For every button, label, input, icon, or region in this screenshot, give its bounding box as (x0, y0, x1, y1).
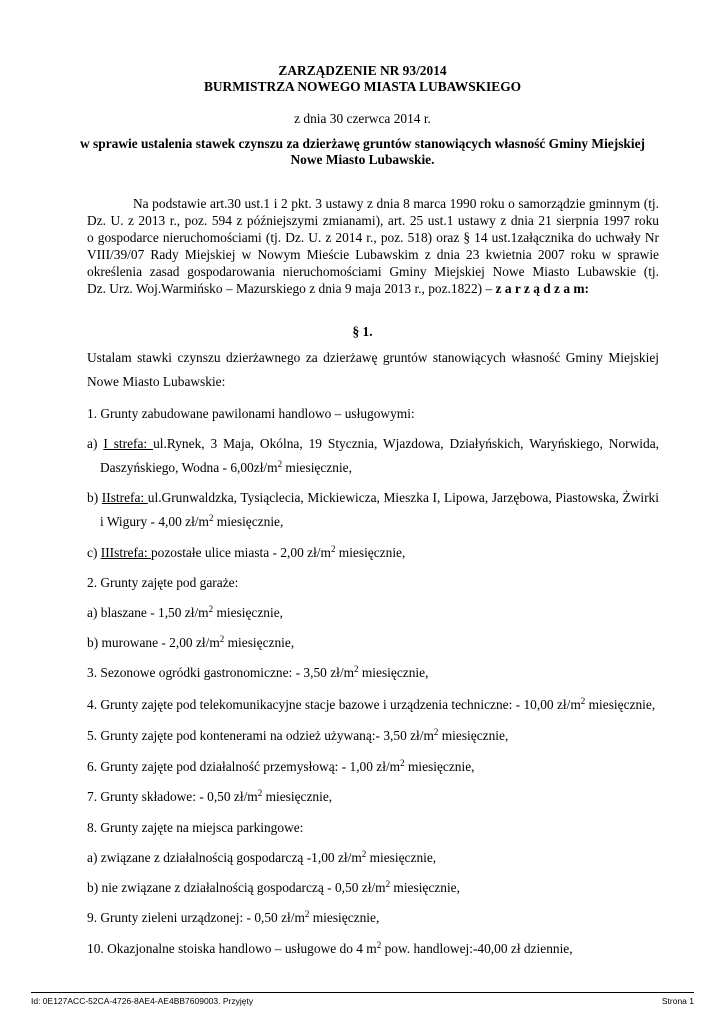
monthly-text: miesięcznie, (224, 635, 295, 650)
item-prefix: b) (87, 490, 102, 505)
item-1a-line-2 (87, 460, 659, 476)
monthly-text: miesięcznie, (262, 789, 333, 804)
preamble-text: Dz. Urz. Woj.Warmińsko – Mazurskiego z dnia 9 maja 2013 r., poz.1822) – (87, 281, 496, 297)
item-prefix: c) (87, 545, 101, 560)
zone-label: IIstrefa: (101, 490, 148, 505)
monthly-text: miesięcznie, (358, 665, 429, 680)
superscript: 2 (361, 849, 367, 859)
item-6 (87, 759, 475, 775)
superscript: 2 (208, 604, 214, 614)
item-3 (87, 665, 428, 681)
preamble-decree-word: z a r z ą d z a m: (495, 281, 589, 297)
monthly-text: miesięcznie, (309, 910, 380, 925)
zone-rate: Daszyńskiego, Wodna - 6,00zł/m (100, 460, 278, 475)
monthly-text: miesięcznie, (404, 759, 475, 774)
superscript: 2 (580, 696, 586, 706)
superscript: 2 (219, 634, 225, 644)
item-1c (87, 545, 405, 561)
rate-text: 10. Okazjonalne stoiska handlowo – usługowe do 4 m (87, 941, 377, 956)
zone-label: IIIstrefa: (100, 545, 151, 560)
item-1a-line-1 (87, 436, 659, 452)
item-9 (87, 910, 379, 926)
rate-text: 4. Grunty zajęte pod telekomunikacyjne stacje bazowe i urządzenia techniczne: - 10,00 zł/m (87, 697, 581, 712)
rate-text: 5. Grunty zajęte pod kontenerami na odzież używaną:- 3,50 zł/m (87, 728, 434, 743)
zone-streets: ul.Grunwaldzka, Tysiąclecia, Mickiewicza, Mieszka I, Lipowa, Jarzębowa, Piastowska, Żwirki (147, 490, 659, 505)
preamble-line: Na podstawie art.30 ust.1 i 2 pkt. 3 ustawy z dnia 8 marca 1990 roku o samorządzie gminnym (tj. (133, 196, 659, 211)
item-10 (87, 941, 573, 957)
superscript: 2 (433, 727, 439, 737)
monthly-text: miesięcznie, (366, 850, 437, 865)
rate-text: a) blaszane - 1,50 zł/m (87, 605, 209, 620)
subject-line-2: Nowe Miasto Lubawskie. (290, 152, 435, 167)
item-1b-line-2 (87, 514, 659, 530)
monthly-text: miesięcznie, (438, 728, 509, 743)
preamble-line: o gospodarce nieruchomościami (tj. Dz. U. z 2014 r., poz. 518) oraz § 14 ust.1załącznika do uchwały Nr (87, 230, 659, 246)
rate-text: 6. Grunty zajęte pod działalność przemysłową: - 1,00 zł/m (87, 759, 401, 774)
superscript: 2 (376, 940, 382, 950)
zone-label: I strefa: (103, 436, 154, 451)
preamble-line: określenia zasad gospodarowania nieruchomościami Gminy Miejskiej Nowe Miasto Lubawskie (tj. (87, 264, 659, 280)
item-1b-line-1 (87, 490, 659, 506)
item-2a (87, 605, 283, 621)
rate-text: b) nie związane z działalnością gospodarczą - 0,50 zł/m (87, 880, 386, 895)
section-intro (87, 350, 659, 390)
footer-divider (31, 992, 694, 993)
superscript: 2 (385, 879, 391, 889)
preamble-paragraph (87, 195, 659, 298)
preamble-line (87, 280, 659, 297)
monthly-text: miesięcznie, (390, 880, 460, 895)
rate-text: a) związane z działalnością gospodarczą -1,00 zł/m (87, 850, 362, 865)
monthly-text: miesięcznie, (213, 514, 284, 529)
superscript: 2 (208, 513, 214, 523)
superscript: 2 (354, 664, 359, 674)
item-prefix: a) (87, 436, 104, 451)
footer-document-id: Id: 0E127ACC-52CA-4726-8AE4-AE4BB7609003. Przyjęty (31, 996, 254, 1006)
zone-streets: ul.Rynek, 3 Maja, Okólna, 19 Stycznia, Wjazdowa, Działyńskich, Waryńskiego, Norwida, (153, 436, 659, 451)
intro-line-2: Nowe Miasto Lubawskie: (87, 374, 226, 389)
superscript: 2 (400, 758, 405, 768)
subject-line-1: w sprawie ustalenia stawek czynszu za dzierżawę gruntów stanowiących własność Gminy Miejskiej (80, 136, 645, 151)
superscript: 2 (277, 459, 283, 469)
item-2b (87, 635, 294, 651)
preamble-line: Dz. U. z 2013 r., poz. 594 z późniejszymi zmianami), art. 25 ust.1 ustawy z dnia 21 sierpnia 1997 roku (87, 213, 659, 229)
monthly-text: miesięcznie, (335, 545, 406, 560)
section-title: § 1. (352, 324, 373, 339)
item-1a (87, 436, 659, 476)
rate-tail: pow. handlowej:-40,00 zł dziennie, (381, 941, 573, 956)
rate-text: b) murowane - 2,00 zł/m (87, 635, 220, 650)
rate-text: 7. Grunty składowe: - 0,50 zł/m (87, 789, 258, 804)
item-4 (87, 697, 655, 713)
document-date: z dnia 30 czerwca 2014 r. (294, 111, 431, 126)
superscript: 2 (330, 544, 336, 554)
rate-text: 3. Sezonowe ogródki gastronomiczne: - 3,50 zł/m (87, 665, 355, 680)
footer-page-number: Strona 1 (661, 996, 694, 1006)
superscript: 2 (304, 909, 310, 919)
monthly-text: miesięcznie, (282, 460, 352, 475)
item-1: 1. Grunty zabudowane pawilonami handlowo – usługowymi: (87, 406, 415, 421)
item-8b (87, 880, 460, 896)
item-1b (87, 490, 659, 530)
monthly-text: miesięcznie, (585, 697, 656, 712)
intro-line-1: Ustalam stawki czynszu dzierżawnego za dzierżawę gruntów stanowiących własność Gminy Miejskiej (87, 350, 659, 365)
item-8a (87, 850, 436, 866)
item-8: 8. Grunty zajęte na miejsca parkingowe: (87, 820, 304, 835)
rate-text: 9. Grunty zieleni urządzonej: - 0,50 zł/m (87, 910, 305, 925)
preamble-line: VIII/39/07 Rady Miejskiej w Nowym Mieście Lubawskim z dnia 23 kwietnia 2007 roku w sprawie (87, 247, 659, 263)
superscript: 2 (257, 788, 263, 798)
zone-rate: pozostałe ulice miasta - 2,00 zł/m (150, 545, 331, 560)
zone-rate: i Wigury - 4,00 zł/m (100, 514, 209, 529)
title-line-2: BURMISTRZA NOWEGO MIASTA LUBAWSKIEGO (203, 79, 522, 94)
item-5 (87, 728, 508, 744)
title-line-1: ZARZĄDZENIE NR 93/2014 (278, 63, 447, 78)
item-7 (87, 789, 332, 805)
item-2: 2. Grunty zajęte pod garaże: (87, 575, 239, 590)
monthly-text: miesięcznie, (213, 605, 283, 620)
